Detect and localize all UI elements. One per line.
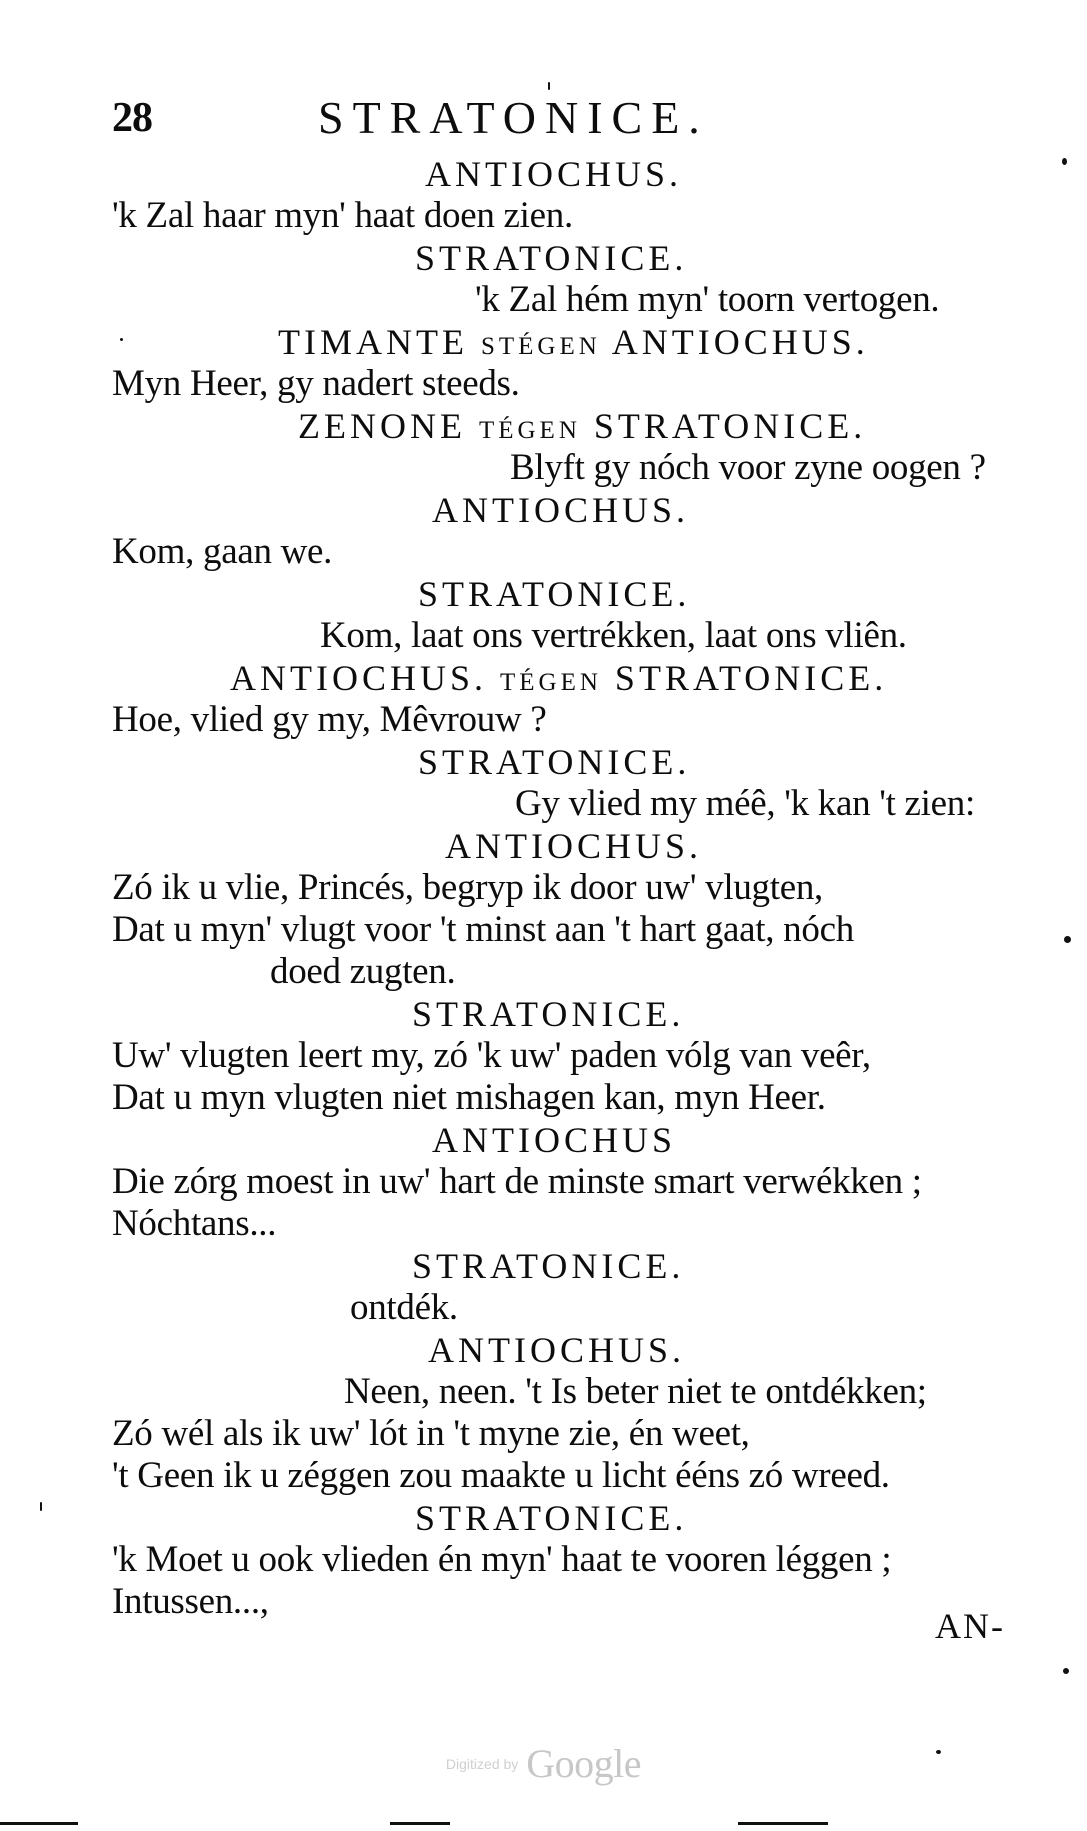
verse-line: ontdék.: [350, 1287, 458, 1328]
scan-edge-mark: [0, 1822, 78, 1825]
speaker-heading: STRATONICE.: [415, 1498, 688, 1538]
verse-line: Dat u myn vlugten niet mishagen kan, myn Heer.: [112, 1077, 826, 1118]
speaker-heading: ANTIOCHUS.: [425, 154, 683, 194]
verse-line: 'k Zal haar myn' haat doen zien.: [112, 195, 573, 236]
page-number: 28: [112, 95, 152, 141]
verse-line: 'k Moet u ook vlieden én myn' haat te vooren léggen ;: [112, 1539, 892, 1580]
verse-line: Blyft gy nóch voor zyne oogen ?: [510, 447, 986, 488]
catchword: AN-: [935, 1606, 1005, 1646]
speaker-heading: ANTIOCHUS.: [432, 490, 690, 530]
speaker-heading: ZENONE tégen STRATONICE.: [298, 406, 867, 446]
verse-line: Dat u myn' vlugt voor 't minst aan 't hart gaat, nóch: [112, 909, 854, 950]
scan-edge-mark: [390, 1822, 450, 1825]
verse-line: Kom, gaan we.: [112, 531, 333, 572]
digitized-watermark: [0, 1740, 1087, 1787]
verse-line: doed zugten.: [270, 951, 456, 992]
watermark-prefix: Digitized by: [445, 1755, 519, 1772]
verse-line: Hoe, vlied gy my, Mêvrouw ?: [112, 699, 547, 740]
verse-line: Gy vlied my méê, 'k kan 't zien:: [515, 783, 975, 824]
speaker-heading: TIMANTE stégen ANTIOCHUS.: [278, 322, 869, 362]
speaker-heading: ANTIOCHUS. tégen STRATONICE.: [230, 658, 888, 698]
speaker-heading: ANTIOCHUS: [432, 1120, 677, 1160]
speaker-heading: ANTIOCHUS.: [445, 826, 703, 866]
scan-edge-mark: [738, 1822, 828, 1825]
verse-line: Uw' vlugten leert my, zó 'k uw' paden vólg van veêr,: [112, 1035, 871, 1076]
speaker-heading: ANTIOCHUS.: [428, 1330, 686, 1370]
verse-line: 'k Zal hém myn' toorn vertogen.: [475, 279, 940, 320]
google-logo-text: Google: [526, 1741, 642, 1786]
verse-line: Zó ik u vlie, Princés, begryp ik door uw' vlugten,: [112, 867, 823, 908]
speaker-heading: STRATONICE.: [415, 238, 688, 278]
speaker-heading: STRATONICE.: [418, 574, 691, 614]
running-title: STRATONICE.: [318, 92, 709, 143]
speaker-heading: STRATONICE.: [418, 742, 691, 782]
verse-line: Myn Heer, gy nadert steeds.: [112, 363, 520, 404]
verse-line: Nóchtans...: [112, 1203, 277, 1244]
verse-line: Neen, neen. 't Is beter niet te ontdékken;: [344, 1371, 927, 1412]
verse-line: 't Geen ik u zéggen zou maakte u licht ééns zó wreed.: [112, 1455, 890, 1496]
verse-line: Intussen...,: [112, 1581, 269, 1622]
verse-line: Kom, laat ons vertrékken, laat ons vliên.: [320, 615, 907, 656]
speaker-heading: STRATONICE.: [412, 1246, 685, 1286]
verse-line: Die zórg moest in uw' hart de minste smart verwékken ;: [112, 1161, 922, 1202]
speaker-heading: STRATONICE.: [412, 994, 685, 1034]
verse-line: Zó wél als ik uw' lót in 't myne zie, én weet,: [112, 1413, 750, 1454]
